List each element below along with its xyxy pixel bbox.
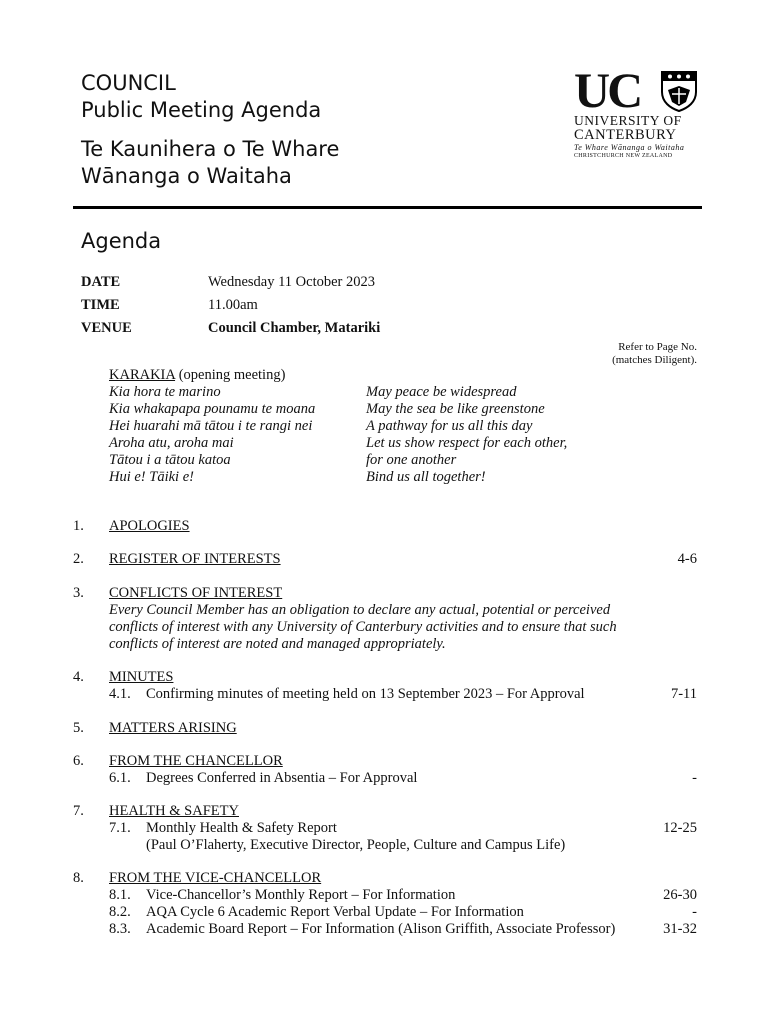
karakia-line: Tātou i a tātou katoa [109,452,231,468]
karakia-line: Let us show respect for each other, [366,435,568,451]
logo-mark: UC [574,62,641,118]
item-title-vice-chancellor: FROM THE VICE-CHANCELLOR [109,870,322,886]
item-title-chancellor: FROM THE CHANCELLOR [109,753,283,769]
subitem-number: 6.1. [109,770,131,786]
subitem-page: - [692,770,697,786]
subitem-presenter: (Paul O’Flaherty, Executive Director, People, Culture and Campus Life) [146,837,566,853]
subitem-page: 12-25 [663,820,697,836]
karakia-subtitle: (opening meeting) [175,367,286,383]
karakia-line: Aroha atu, aroha mai [109,435,234,451]
karakia-line: May peace be widespread [366,384,517,400]
subitem-page: 7-11 [670,686,697,702]
subitem-page: - [692,904,697,920]
university-logo [574,62,702,160]
subitem-number: 7.1. [109,820,131,836]
item-title-apologies: APOLOGIES [109,518,190,534]
logo-line: Te Whare Wānanga o Waitaha [574,143,685,152]
venue-value: Council Chamber, Matariki [208,320,381,336]
item-number: 3. [73,585,84,601]
subitem-number: 8.3. [109,921,131,937]
subitem-text: AQA Cycle 6 Academic Report Verbal Update – For Information [146,904,524,920]
note-line: Every Council Member has an obligation to declare any actual, potential or perceived [109,602,611,618]
time-value: 11.00am [208,297,258,313]
crest-icon [660,70,698,112]
title-line: COUNCIL [81,71,176,95]
conflicts-note [109,602,617,653]
date-value: Wednesday 11 October 2023 [208,274,376,290]
karakia-title: KARAKIA [109,367,176,383]
time-label: TIME [81,297,120,313]
item-number: 6. [73,753,84,769]
logo-line: CHRISTCHURCH NEW ZEALAND [574,153,673,159]
header-divider [73,206,702,209]
section-heading: Agenda [81,229,162,253]
item-title-register: REGISTER OF INTERESTS [109,551,281,567]
logo-line: UNIVERSITY OF [574,113,682,128]
item-number: 2. [73,551,84,567]
title-line: Wānanga o Waitaha [81,164,292,188]
item-title-conflicts: CONFLICTS OF INTEREST [109,585,283,601]
subitem-text: Academic Board Report – For Information (Alison Griffith, Associate Professor) [146,921,616,937]
item-number: 1. [73,518,84,534]
note-line: conflicts of interest are noted and managed appropriately. [109,636,446,652]
date-label: DATE [81,274,121,290]
karakia-line: Bind us all together! [366,469,486,485]
karakia-line: A pathway for us all this day [366,418,533,434]
item-title-minutes: MINUTES [109,669,174,685]
page-ref-line: Refer to Page No. [618,341,697,353]
page-ref-line: (matches Diligent). [612,354,697,366]
karakia-line: for one another [366,452,457,468]
subitem-page: 31-32 [663,921,697,937]
karakia-maori [109,384,315,486]
item-number: 7. [73,803,84,819]
page-reference-note [612,341,697,367]
item-number: 5. [73,720,84,736]
subitem-number: 8.1. [109,887,131,903]
karakia-line: May the sea be like greenstone [366,401,545,417]
item-title-matters-arising: MATTERS ARISING [109,720,237,736]
subitem-text: Degrees Conferred in Absentia – For Approval [146,770,418,786]
title-line: Te Kaunihera o Te Whare [81,137,340,161]
title-line: Public Meeting Agenda [81,98,322,122]
venue-label: VENUE [81,320,132,336]
item-title-health-safety: HEALTH & SAFETY [109,803,239,819]
item-number: 4. [73,669,84,685]
karakia-english [366,384,567,486]
subitem-page: 26-30 [663,887,697,903]
subitem-text: Vice-Chancellor’s Monthly Report – For Information [146,887,456,903]
item-number: 8. [73,870,84,886]
karakia-line: Hei huarahi mā tātou i te rangi nei [109,418,313,434]
note-line: conflicts of interest with any University of Canterbury activities and to ensure that such [109,619,617,635]
item-page: 4-6 [677,551,697,567]
logo-line: CANTERBURY [574,127,677,143]
subitem-number: 4.1. [109,686,131,702]
karakia-heading [109,367,285,384]
document-title [81,70,321,124]
karakia-line: Kia whakapapa pounamu te moana [109,401,316,417]
karakia-line: Kia hora te marino [109,384,221,400]
karakia-line: Hui e! Tāiki e! [109,469,194,485]
subitem-text: Monthly Health & Safety Report [146,820,337,836]
subitem-text: Confirming minutes of meeting held on 13 September 2023 – For Approval [146,686,585,702]
subitem-number: 8.2. [109,904,131,920]
document-subtitle [81,136,339,190]
